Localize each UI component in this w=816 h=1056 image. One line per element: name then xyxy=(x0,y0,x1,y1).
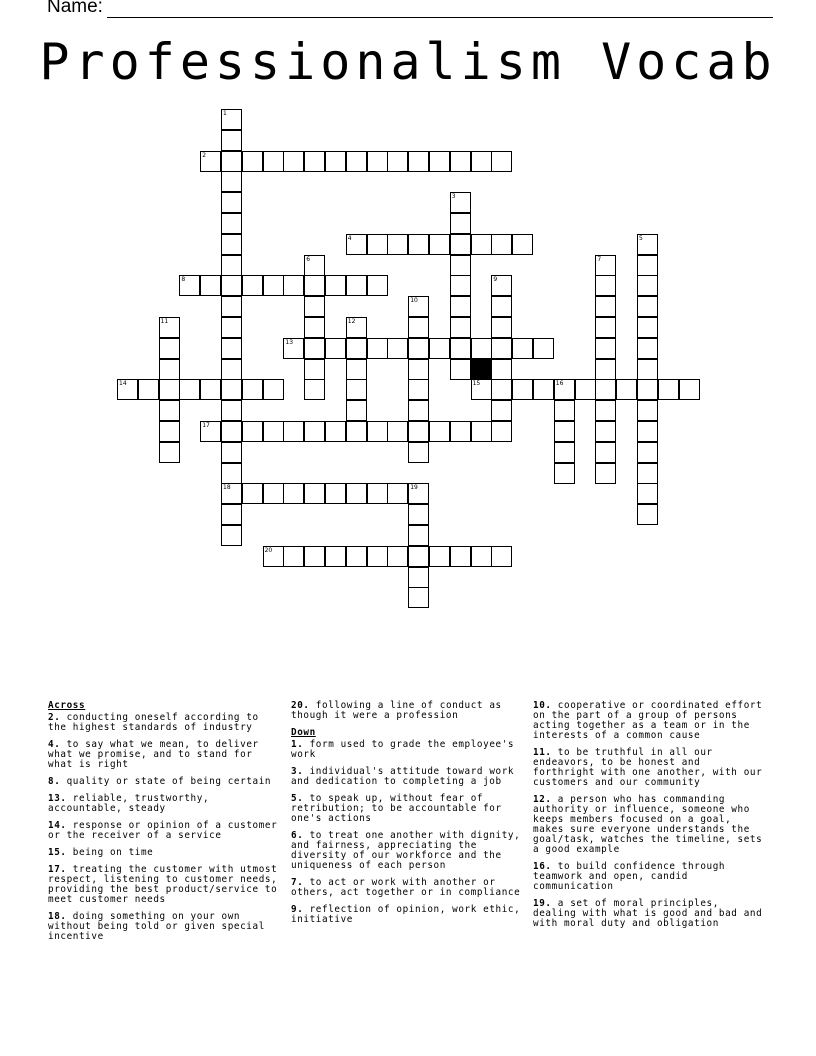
crossword-cell[interactable] xyxy=(408,421,429,442)
crossword-cell[interactable] xyxy=(450,317,471,338)
crossword-cell[interactable] xyxy=(346,151,367,172)
clue-across-14: 14. response or opinion of a customer or the receiver of a service xyxy=(48,820,278,841)
crossword-cell[interactable] xyxy=(221,317,242,338)
crossword-cell[interactable] xyxy=(429,421,450,442)
crossword-cell[interactable] xyxy=(159,338,180,359)
crossword-cell[interactable] xyxy=(221,171,242,192)
crossword-cell[interactable] xyxy=(637,359,658,380)
crossword-cell[interactable] xyxy=(637,400,658,421)
clue-number-4: 4 xyxy=(347,234,352,242)
crossword-cell[interactable] xyxy=(429,338,450,359)
crossword-cell[interactable] xyxy=(637,463,658,484)
crossword-cell[interactable] xyxy=(450,213,471,234)
crossword-cell[interactable] xyxy=(346,400,367,421)
clue-down-19: 19. a set of moral principles, dealing with what is good and bad and with moral duty and obligation xyxy=(533,898,763,929)
crossword-cell[interactable] xyxy=(408,151,429,172)
crossword-cell[interactable] xyxy=(325,421,346,442)
crossword-cell[interactable] xyxy=(429,234,450,255)
crossword-cell[interactable] xyxy=(367,421,388,442)
crossword-cell[interactable] xyxy=(408,483,429,504)
crossword-cell[interactable] xyxy=(159,359,180,380)
crossword-cell[interactable] xyxy=(367,275,388,296)
crossword-cell[interactable] xyxy=(408,442,429,463)
crossword-cell[interactable] xyxy=(595,317,616,338)
crossword-cell[interactable] xyxy=(637,504,658,525)
crossword-cell[interactable] xyxy=(637,234,658,255)
crossword-cell[interactable] xyxy=(221,213,242,234)
crossword-cell[interactable] xyxy=(595,421,616,442)
crossword-cell[interactable] xyxy=(367,483,388,504)
crossword-cell[interactable] xyxy=(242,275,263,296)
crossword-cell[interactable] xyxy=(491,234,512,255)
crossword-cell[interactable] xyxy=(595,442,616,463)
clue-across-13: 13. reliable, trustworthy, accountable, steady xyxy=(48,793,210,814)
crossword-cell[interactable] xyxy=(159,317,180,338)
crossword-cell[interactable] xyxy=(221,359,242,380)
crossword-cell[interactable] xyxy=(304,317,325,338)
clue-number-12: 12 xyxy=(347,318,356,325)
clue-number-15: 15 xyxy=(472,380,481,388)
crossword-cell[interactable] xyxy=(304,296,325,317)
crossword-cell[interactable] xyxy=(595,338,616,359)
crossword-cell[interactable] xyxy=(304,483,325,504)
crossword-cell[interactable] xyxy=(367,234,388,255)
crossword-cell[interactable] xyxy=(429,546,450,567)
crossword-cell[interactable] xyxy=(221,234,242,255)
crossword-cell[interactable] xyxy=(304,359,325,380)
crossword-cell[interactable] xyxy=(554,379,575,400)
crossword-cell[interactable] xyxy=(221,151,242,172)
crossword-cell[interactable] xyxy=(512,234,533,255)
crossword-cell[interactable] xyxy=(387,151,408,172)
crossword-cell[interactable] xyxy=(283,151,304,172)
crossword-cell[interactable] xyxy=(346,317,367,338)
crossword-cell[interactable] xyxy=(471,379,492,400)
clue-down-3: 3. individual's attitude toward work and dedication to completing a job xyxy=(291,766,515,787)
crossword-cell[interactable] xyxy=(471,421,492,442)
crossword-cell[interactable] xyxy=(387,421,408,442)
crossword-cell[interactable] xyxy=(200,379,221,400)
crossword-cell[interactable] xyxy=(387,234,408,255)
crossword-cell[interactable] xyxy=(179,275,200,296)
crossword-cell[interactable] xyxy=(491,359,512,380)
crossword-cell[interactable] xyxy=(283,483,304,504)
crossword-cell[interactable] xyxy=(159,400,180,421)
crossword-cell[interactable] xyxy=(637,255,658,276)
crossword-cell[interactable] xyxy=(159,379,180,400)
crossword-cell[interactable] xyxy=(221,421,242,442)
crossword-cell[interactable] xyxy=(242,483,263,504)
clue-number-10: 10 xyxy=(410,297,418,305)
crossword-cell[interactable] xyxy=(179,379,200,400)
crossword-cell[interactable] xyxy=(221,338,242,359)
clue-down-6: 6. to treat one another with dignity, and fairness, appreciating the diversity of our workforce and the uniqueness of each person xyxy=(291,830,521,871)
crossword-cell[interactable] xyxy=(450,421,471,442)
crossword-cell[interactable] xyxy=(595,400,616,421)
crossword-cell[interactable] xyxy=(637,275,658,296)
crossword-cell[interactable] xyxy=(304,255,325,276)
crossword-cell[interactable] xyxy=(283,275,304,296)
crossword-cell[interactable] xyxy=(346,379,367,400)
crossword-cell[interactable] xyxy=(408,546,429,567)
clue-across-4: 4. to say what we mean, to deliver what we promise, and to stand for what is right xyxy=(48,739,259,770)
crossword-cell[interactable] xyxy=(637,379,658,400)
crossword-cell[interactable] xyxy=(533,379,554,400)
crossword-cell[interactable] xyxy=(325,483,346,504)
crossword-cell[interactable] xyxy=(242,379,263,400)
crossword-cell[interactable] xyxy=(595,296,616,317)
crossword-cell[interactable] xyxy=(471,234,492,255)
clues-column-3 xyxy=(533,701,765,936)
crossword-cell[interactable] xyxy=(429,151,450,172)
crossword-cell[interactable] xyxy=(367,546,388,567)
clue-down-7: 7. to act or work with another or others, act together or in compliance xyxy=(291,877,521,898)
crossword-cell[interactable] xyxy=(471,546,492,567)
crossword-cell[interactable] xyxy=(387,546,408,567)
clue-number-13: 13 xyxy=(285,338,294,346)
crossword-cell[interactable] xyxy=(450,255,471,276)
crossword-cell[interactable] xyxy=(408,379,429,400)
clue-number-5: 5 xyxy=(639,234,643,242)
crossword-cell[interactable] xyxy=(554,400,575,421)
clues-column-1 xyxy=(48,701,280,949)
down-heading: Down xyxy=(291,727,316,738)
clue-number-14: 14 xyxy=(119,380,127,388)
clue-across-15: 15. being on time xyxy=(48,847,154,858)
crossword-cell[interactable] xyxy=(304,338,325,359)
clue-across-18: 18. doing something on your own without being told or given special incentive xyxy=(48,911,265,942)
crossword-cell[interactable] xyxy=(637,483,658,504)
crossword-cell[interactable] xyxy=(304,275,325,296)
name-label: Name: xyxy=(47,0,103,17)
crossword-cell[interactable] xyxy=(491,275,512,296)
crossword-cell[interactable] xyxy=(491,296,512,317)
clue-across-8: 8. quality or state of being certain xyxy=(48,776,272,787)
crossword-cell[interactable] xyxy=(117,379,138,400)
crossword-cell[interactable] xyxy=(263,546,284,567)
crossword-cell[interactable] xyxy=(325,275,346,296)
blocked-cell xyxy=(471,359,492,380)
crossword-cell[interactable] xyxy=(346,338,367,359)
crossword-cell[interactable] xyxy=(616,379,637,400)
crossword-cell[interactable] xyxy=(346,359,367,380)
crossword-cell[interactable] xyxy=(450,296,471,317)
crossword-cell[interactable] xyxy=(575,379,596,400)
clue-across-2: 2. conducting oneself according to the highest standards of industry xyxy=(48,712,259,733)
crossword-cell[interactable] xyxy=(263,275,284,296)
clue-number-9: 9 xyxy=(493,276,498,284)
crossword-cell[interactable] xyxy=(637,338,658,359)
clue-number-8: 8 xyxy=(181,276,186,284)
clue-number-17: 17 xyxy=(202,422,210,429)
crossword-cell[interactable] xyxy=(491,379,512,400)
crossword-cell[interactable] xyxy=(200,275,221,296)
crossword-cell[interactable] xyxy=(367,151,388,172)
crossword-cell[interactable] xyxy=(595,255,616,276)
crossword-cell[interactable] xyxy=(387,483,408,504)
crossword-cell[interactable] xyxy=(283,338,304,359)
crossword-cell[interactable] xyxy=(491,338,512,359)
crossword-cell[interactable] xyxy=(512,379,533,400)
crossword-cell[interactable] xyxy=(408,525,429,546)
crossword-cell[interactable] xyxy=(325,338,346,359)
clue-number-1: 1 xyxy=(223,110,227,117)
clue-number-7: 7 xyxy=(597,255,602,263)
crossword-cell[interactable] xyxy=(554,442,575,463)
crossword-cell[interactable] xyxy=(221,483,242,504)
clue-number-16: 16 xyxy=(555,380,564,388)
crossword-cell[interactable] xyxy=(491,151,512,172)
crossword-cell[interactable] xyxy=(221,525,242,546)
crossword-cell[interactable] xyxy=(221,255,242,276)
crossword-cell[interactable] xyxy=(637,421,658,442)
clue-down-12: 12. a person who has commanding authority or influence, someone who keeps members focused on a goal, makes sure everyone understands the goal/task, watches the timeline, sets a good example xyxy=(533,794,763,855)
crossword-cell[interactable] xyxy=(658,379,679,400)
crossword-cell[interactable] xyxy=(221,504,242,525)
crossword-cell[interactable] xyxy=(159,421,180,442)
clue-down-11: 11. to be truthful in all our endeavors, to be honest and forthright with one another, with our customers and our community xyxy=(533,747,763,788)
clue-down-10: 10. cooperative or coordinated effort on the part of a group of persons acting together as a team or in the interests of a common cause xyxy=(533,700,763,741)
crossword-cell[interactable] xyxy=(554,463,575,484)
crossword-cell[interactable] xyxy=(595,463,616,484)
crossword-cell[interactable] xyxy=(221,442,242,463)
crossword-cell[interactable] xyxy=(491,400,512,421)
crossword-cell[interactable] xyxy=(346,546,367,567)
crossword-cell[interactable] xyxy=(304,546,325,567)
crossword-cell[interactable] xyxy=(221,192,242,213)
crossword-cell[interactable] xyxy=(491,421,512,442)
crossword-cell[interactable] xyxy=(242,421,263,442)
crossword-cell[interactable] xyxy=(221,130,242,151)
crossword-cell[interactable] xyxy=(346,483,367,504)
crossword-cell[interactable] xyxy=(637,296,658,317)
clues-column-2 xyxy=(291,701,523,932)
crossword-cell[interactable] xyxy=(408,296,429,317)
crossword-cell[interactable] xyxy=(408,338,429,359)
clue-down-5: 5. to speak up, without fear of retribution; to be accountable for one's actions xyxy=(291,793,502,824)
clue-number-6: 6 xyxy=(306,255,311,263)
crossword-cell[interactable] xyxy=(450,275,471,296)
crossword-cell[interactable] xyxy=(242,151,263,172)
crossword-cell[interactable] xyxy=(221,296,242,317)
crossword-cell[interactable] xyxy=(304,151,325,172)
crossword-cell[interactable] xyxy=(450,234,471,255)
crossword-cell[interactable] xyxy=(595,359,616,380)
crossword-cell[interactable] xyxy=(263,483,284,504)
page-title: Professionalism Vocab xyxy=(39,33,777,91)
clue-across-20: 20. following a line of conduct as though it were a profession xyxy=(291,700,502,721)
crossword-cell[interactable] xyxy=(263,379,284,400)
crossword-cell[interactable] xyxy=(679,379,700,400)
across-heading: Across xyxy=(48,700,86,711)
crossword-cell[interactable] xyxy=(221,275,242,296)
clue-down-16: 16. to build confidence through teamwork and open, candid communication xyxy=(533,861,726,892)
crossword-cell[interactable] xyxy=(450,338,471,359)
crossword-cell[interactable] xyxy=(533,338,554,359)
crossword-cell[interactable] xyxy=(367,338,388,359)
crossword-cell[interactable] xyxy=(200,151,221,172)
crossword-cell[interactable] xyxy=(325,151,346,172)
crossword-cell[interactable] xyxy=(450,151,471,172)
crossword-cell[interactable] xyxy=(491,317,512,338)
crossword-cell[interactable] xyxy=(450,546,471,567)
crossword-cell[interactable] xyxy=(221,463,242,484)
clue-across-17: 17. treating the customer with utmost respect, listening to customer needs, providing the best product/service to meet customer needs xyxy=(48,864,278,905)
crossword-cell[interactable] xyxy=(221,400,242,421)
crossword-cell[interactable] xyxy=(637,317,658,338)
crossword-cell[interactable] xyxy=(471,151,492,172)
crossword-cell[interactable] xyxy=(408,359,429,380)
clue-down-9: 9. reflection of opinion, work ethic, initiative xyxy=(291,904,521,925)
crossword-cell[interactable] xyxy=(159,442,180,463)
crossword-cell[interactable] xyxy=(637,442,658,463)
crossword-cell[interactable] xyxy=(450,192,471,213)
crossword-cell[interactable] xyxy=(304,421,325,442)
crossword-cell[interactable] xyxy=(283,546,304,567)
clue-number-3: 3 xyxy=(451,193,456,201)
crossword-cell[interactable] xyxy=(408,504,429,525)
crossword-cell[interactable] xyxy=(408,234,429,255)
crossword-cell[interactable] xyxy=(221,379,242,400)
crossword-cell[interactable] xyxy=(408,317,429,338)
crossword-cell[interactable] xyxy=(595,379,616,400)
crossword-cell[interactable] xyxy=(346,421,367,442)
crossword-cell[interactable] xyxy=(491,546,512,567)
clue-down-1: 1. form used to grade the employee's work xyxy=(291,739,515,760)
crossword-cell[interactable] xyxy=(595,275,616,296)
crossword-cell[interactable] xyxy=(408,587,429,608)
crossword-cell[interactable] xyxy=(263,151,284,172)
crossword-cell[interactable] xyxy=(138,379,159,400)
clue-number-18: 18 xyxy=(223,484,231,492)
crossword-cell[interactable] xyxy=(554,421,575,442)
crossword-cell[interactable] xyxy=(408,567,429,588)
crossword-cell[interactable] xyxy=(283,421,304,442)
crossword-cell[interactable] xyxy=(387,338,408,359)
crossword-cell[interactable] xyxy=(346,275,367,296)
clue-number-20: 20 xyxy=(264,546,273,554)
crossword-cell[interactable] xyxy=(263,421,284,442)
crossword-cell[interactable] xyxy=(471,338,492,359)
crossword-cell[interactable] xyxy=(346,234,367,255)
clue-number-2: 2 xyxy=(202,151,207,159)
clue-number-19: 19 xyxy=(410,484,418,492)
crossword-cell[interactable] xyxy=(450,359,471,380)
crossword-cell[interactable] xyxy=(200,421,221,442)
crossword-cell[interactable] xyxy=(304,379,325,400)
crossword-cell[interactable] xyxy=(221,109,242,130)
clue-number-11: 11 xyxy=(160,318,169,325)
crossword-cell[interactable] xyxy=(408,400,429,421)
crossword-cell[interactable] xyxy=(325,546,346,567)
crossword-cell[interactable] xyxy=(512,338,533,359)
